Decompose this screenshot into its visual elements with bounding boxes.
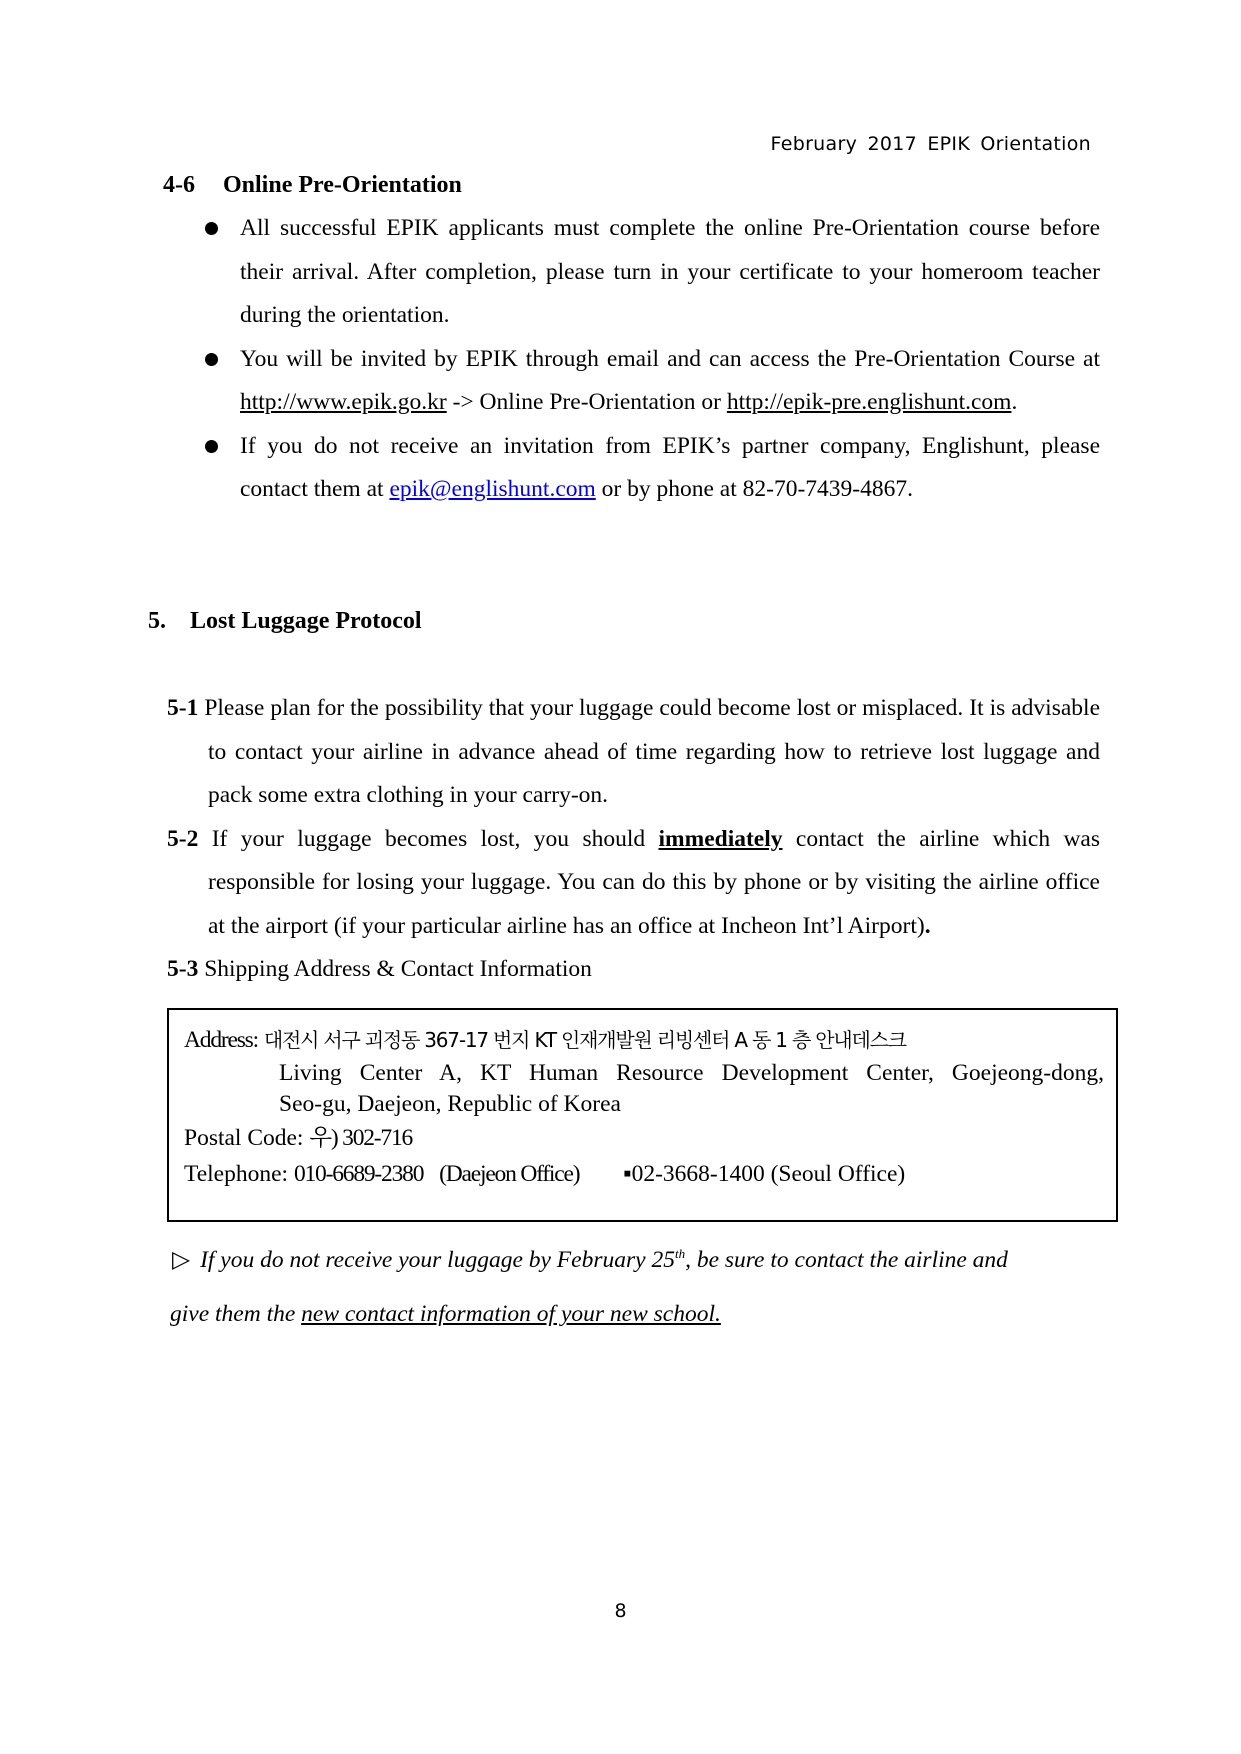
- triangle-right-icon: ▷: [172, 1247, 191, 1273]
- section-5-items: [167, 687, 1100, 992]
- section-number: 5.: [148, 608, 166, 634]
- bullet-icon: [205, 440, 218, 453]
- luggage-note: [172, 1245, 1102, 1328]
- bullet-icon: [205, 353, 218, 366]
- emphasis-immediately: immediately: [658, 825, 783, 852]
- bullet-text: You will be invited by EPIK through email and can access the Pre-Orientation Course at http://www.epik.go.kr -> Online Pre-Orientation or http://epik-pre.englishunt.com.: [240, 345, 1100, 415]
- englishunt-link[interactable]: http://epik-pre.englishunt.com: [726, 389, 1012, 415]
- bullet-item: [205, 207, 1100, 338]
- bullet-item: [205, 338, 1100, 425]
- item-5-2: 5-2 If your luggage becomes lost, you should immediately contact the airline which was responsible for losing your luggage. You can do this by phone or by visiting the airline office at the airport (if your particular airline has an office at Incheon Int’l Airport).: [167, 825, 1101, 939]
- note-line2: give them the new contact information of your new school.: [170, 1301, 721, 1327]
- address-korean-line: Address: 대전시 서구 괴정동 367-17 번지 KT 인재개발원 리빙센터 A 동 1 층 안내데스크: [184, 1027, 906, 1053]
- page-header: February 2017 EPIK Orientation: [770, 133, 1091, 155]
- bullet-text: All successful EPIK applicants must complete the online Pre-Orientation course before their arrival. After completion, please turn in your certificate to your homeroom teacher during the orientation.: [240, 215, 1100, 328]
- section-5-heading: [148, 608, 422, 635]
- bullet-list: [205, 207, 1100, 512]
- address-content: [184, 1024, 1104, 1191]
- item-5-3: 5-3 Shipping Address & Contact Information: [167, 956, 592, 982]
- item-5-1: 5-1 Please plan for the possibility that your luggage could become lost or misplaced. It is advisable to contact your airline in advance ahead of time regarding how to retrieve lost luggage and pack some extra clothing in your carry-on.: [167, 695, 1100, 808]
- bullet-icon: [205, 222, 218, 235]
- page-number: 8: [614, 1600, 627, 1622]
- address-box: [167, 1008, 1118, 1222]
- note-line1: ▷ If you do not receive your luggage by February 25th, be sure to contact the airline and: [172, 1246, 1008, 1273]
- email-link[interactable]: epik@englishunt.com: [389, 476, 596, 502]
- section-title: Lost Luggage Protocol: [190, 608, 422, 634]
- section-title: Online Pre-Orientation: [223, 172, 462, 198]
- section-number: 4-6: [163, 172, 195, 198]
- section-4-6-heading: [163, 172, 462, 199]
- epik-website-link[interactable]: http://www.epik.go.kr: [240, 389, 447, 415]
- postal-code-line: Postal Code: 우) 302-716: [184, 1125, 413, 1151]
- address-en-line1: Living Center A, KT Human Resource Development Center, Goejeong-dong,: [279, 1060, 1104, 1086]
- address-en-line2: Seo-gu, Daejeon, Republic of Korea: [279, 1091, 621, 1117]
- bullet-text: If you do not receive an invitation from EPIK’s partner company, Englishunt, please contact them at epik@englishunt.com or by phone at 82-70-7439-4867.: [240, 432, 1100, 502]
- telephone-line: Telephone: 010-6689-2380 (Daejeon Office) ▪02-3668-1400 (Seoul Office): [184, 1161, 906, 1187]
- bullet-item: [205, 425, 1100, 512]
